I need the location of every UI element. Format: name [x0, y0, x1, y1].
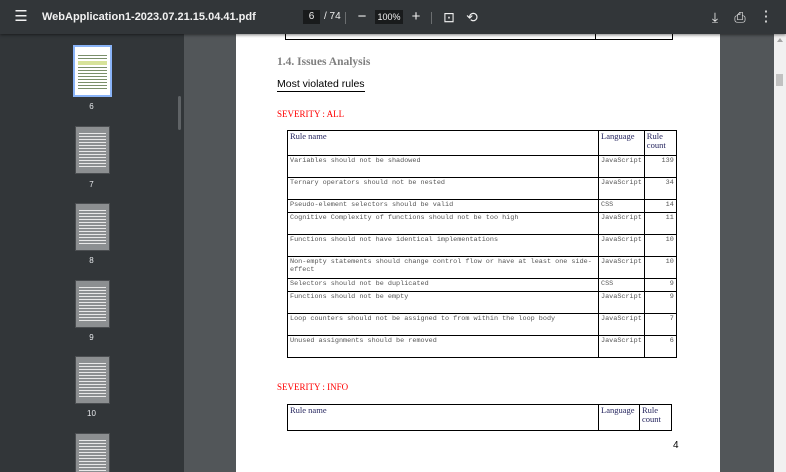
document-viewer [184, 34, 786, 472]
page-thumbnail-7[interactable] [75, 126, 110, 174]
language-cell: JavaScript [599, 257, 645, 279]
rotate-icon[interactable]: ⟲ [466, 9, 478, 25]
scroll-up-arrow-icon[interactable] [777, 38, 783, 42]
rule-count-cell: 7 [644, 314, 676, 336]
table-row [288, 279, 677, 292]
page-total: / 74 [324, 11, 341, 22]
subsection-heading: Most violated rules [277, 78, 365, 90]
viewer-scrollbar[interactable] [774, 34, 786, 472]
rule-count-cell: 10 [644, 235, 676, 257]
language-cell: JavaScript [599, 156, 645, 178]
table-row [288, 292, 677, 314]
language-cell: JavaScript [599, 213, 645, 235]
rule-count-cell: 34 [644, 178, 676, 200]
page-number: 4 [673, 440, 679, 451]
language-cell: JavaScript [599, 292, 645, 314]
language-cell: CSS [599, 279, 645, 292]
language-cell: CSS [599, 200, 645, 213]
table-row [288, 336, 677, 358]
rule-name-cell: Ternary operators should not be nested [288, 178, 599, 200]
header-rule-name: Rule name [288, 131, 599, 156]
pdf-toolbar [0, 0, 786, 34]
previous-table-end [285, 34, 673, 40]
section-heading: 1.4. Issues Analysis [277, 56, 371, 68]
severity-all-heading: SEVERITY : ALL [277, 109, 345, 119]
zoom-in-icon[interactable]: + [411, 8, 421, 25]
pdf-page [236, 34, 720, 472]
download-icon[interactable]: ⤓ [711, 9, 719, 25]
header-rule-count: Rule count [644, 131, 676, 156]
menu-icon[interactable]: ☰ [14, 8, 28, 25]
fit-to-page-icon[interactable]: ⊡ [443, 9, 455, 25]
header-language: Language [599, 405, 640, 431]
rule-name-cell: Variables should not be shadowed [288, 156, 599, 178]
more-actions-icon[interactable]: ⋮ [758, 8, 774, 25]
rule-name-cell: Functions should not be empty [288, 292, 599, 314]
print-icon[interactable]: ⎙ [734, 9, 746, 25]
rule-name-cell: Pseudo-element selectors should be valid [288, 200, 599, 213]
severity-info-heading: SEVERITY : INFO [277, 382, 349, 392]
thumbnail-label: 8 [89, 256, 94, 265]
table-header-row [288, 405, 672, 431]
rule-count-cell: 10 [644, 257, 676, 279]
page-thumbnail-6[interactable] [73, 45, 112, 97]
page-thumbnail-10[interactable] [75, 356, 110, 404]
toolbar-divider [431, 12, 432, 24]
thumbnail-sidebar [0, 34, 184, 472]
rule-name-cell: Cognitive Complexity of functions should not be too high [288, 213, 599, 235]
table-row [288, 200, 677, 213]
rule-name-cell: Unused assignments should be removed [288, 336, 599, 358]
zoom-level-input[interactable]: 100% [375, 10, 403, 24]
thumbnail-label: 10 [87, 409, 96, 418]
language-cell: JavaScript [599, 336, 645, 358]
rule-count-cell: 139 [644, 156, 676, 178]
language-cell: JavaScript [599, 235, 645, 257]
table-row [288, 213, 677, 235]
rule-name-cell: Selectors should not be duplicated [288, 279, 599, 292]
language-cell: JavaScript [599, 314, 645, 336]
table-row [288, 156, 677, 178]
header-rule-count: Rule count [640, 405, 672, 431]
rule-name-cell: Non-empty statements should change control flow or have at least one side-effect [288, 257, 599, 279]
rule-count-cell: 6 [644, 336, 676, 358]
table-row [288, 257, 677, 279]
zoom-out-icon[interactable]: − [357, 8, 367, 25]
document-title: WebApplication1-2023.07.21.15.04.41.pdf [42, 11, 256, 23]
rule-count-cell: 9 [644, 292, 676, 314]
table-header-row [288, 131, 677, 156]
rule-count-cell: 14 [644, 200, 676, 213]
page-thumbnail-11[interactable] [75, 433, 110, 472]
table-row [288, 314, 677, 336]
info-rules-table [287, 404, 672, 431]
thumbnail-label: 9 [89, 333, 94, 342]
page-thumbnail-8[interactable] [75, 203, 110, 251]
page-number-input[interactable]: 6 [303, 10, 320, 24]
sidebar-scrollbar[interactable] [178, 96, 181, 130]
most-violated-rules-table [287, 130, 677, 358]
rule-name-cell: Functions should not have identical implementations [288, 235, 599, 257]
rule-name-cell: Loop counters should not be assigned to from within the loop body [288, 314, 599, 336]
thumbnail-label: 7 [89, 180, 94, 189]
table-row [288, 178, 677, 200]
language-cell: JavaScript [599, 178, 645, 200]
thumbnail-label: 6 [89, 102, 94, 111]
toolbar-divider [345, 12, 346, 24]
rule-count-cell: 9 [644, 279, 676, 292]
rule-count-cell: 11 [644, 213, 676, 235]
page-thumbnail-9[interactable] [75, 280, 110, 328]
table-row [288, 235, 677, 257]
header-language: Language [599, 131, 645, 156]
header-rule-name: Rule name [288, 405, 599, 431]
scrollbar-thumb[interactable] [776, 74, 783, 86]
